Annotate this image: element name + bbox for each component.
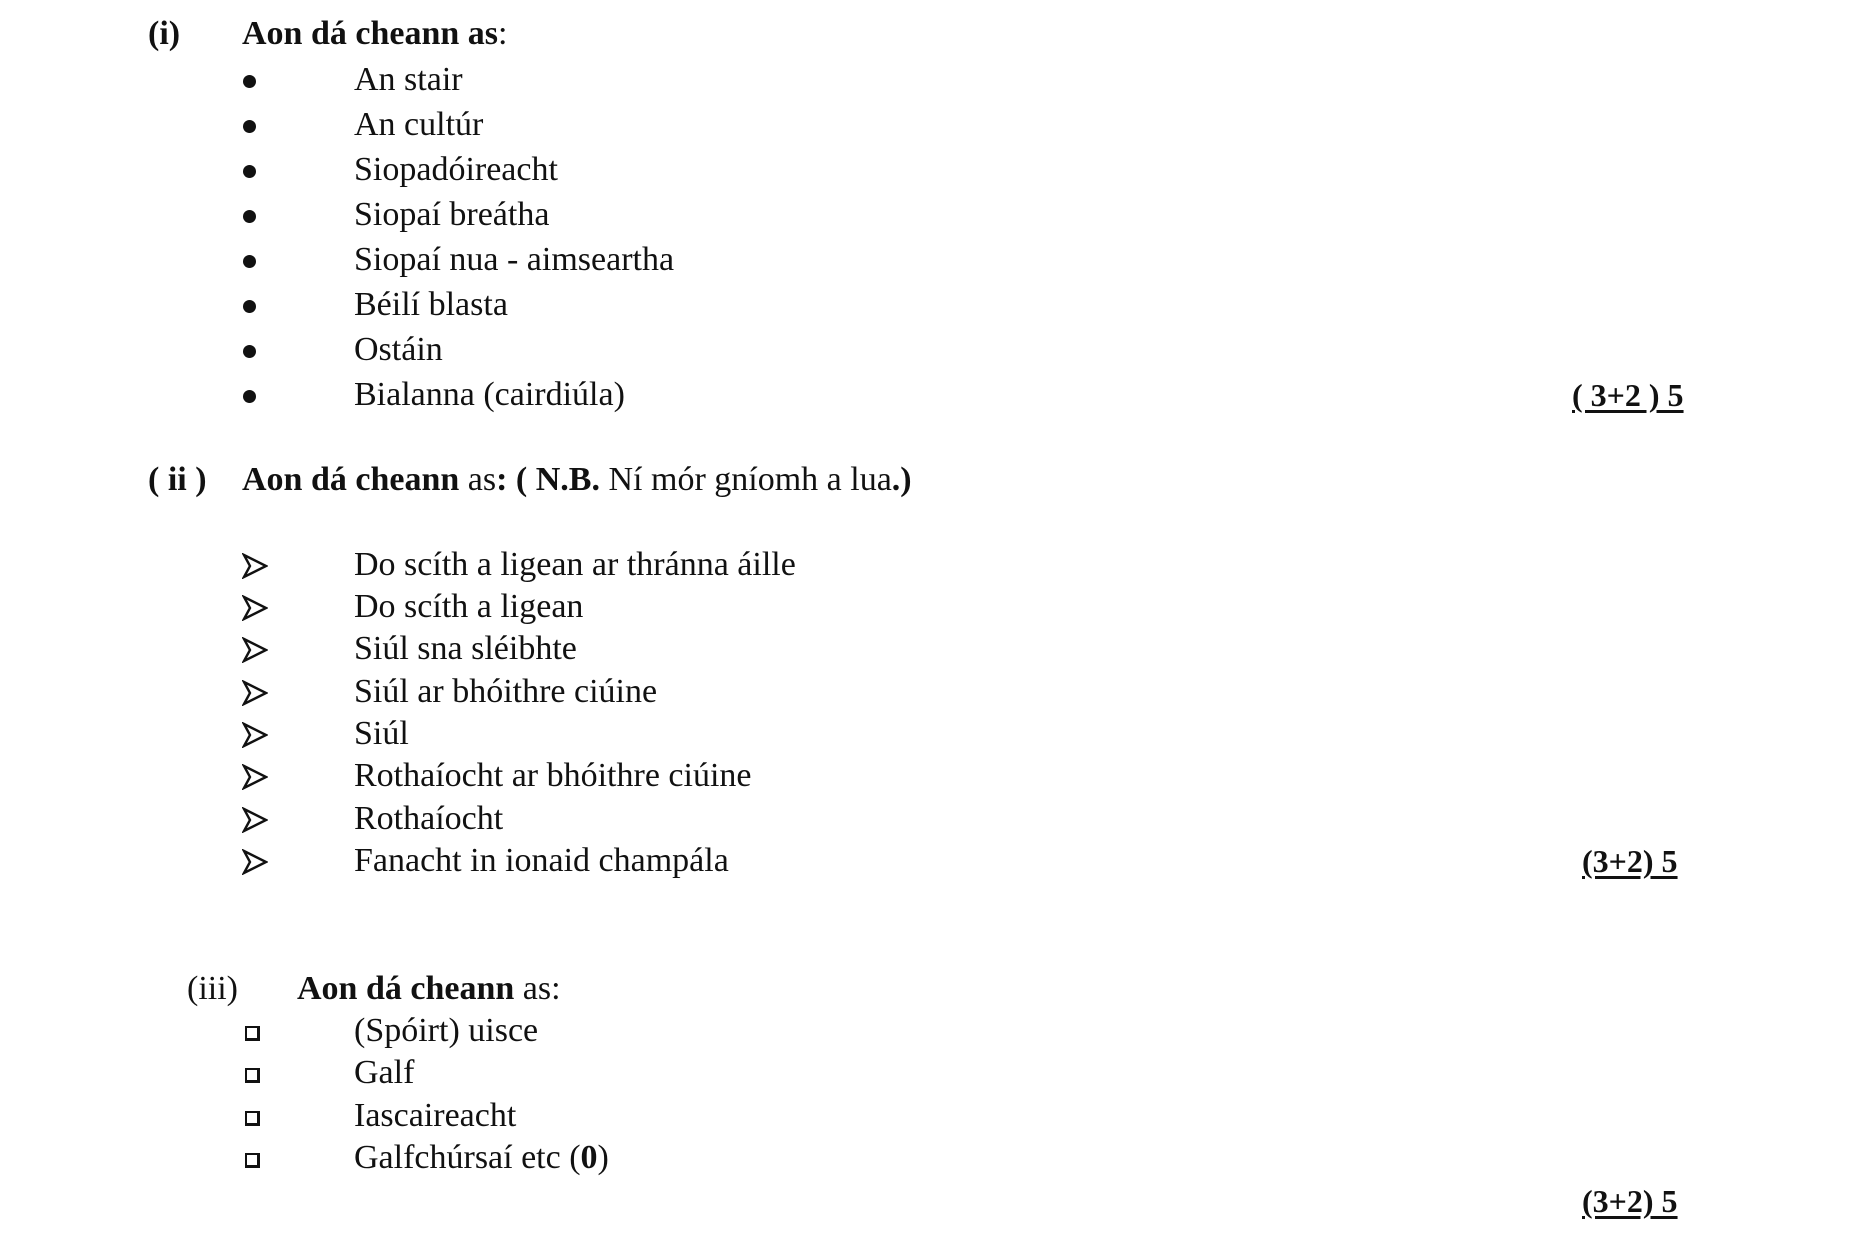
section-iii-heading-rest: as: — [514, 970, 561, 1007]
bullet-icon — [243, 210, 256, 223]
section-ii-heading-nb: : ( N.B. — [496, 461, 600, 498]
arrowhead-bullet-icon — [242, 680, 268, 706]
section-i-heading-bold: Aon dá cheann as — [242, 15, 499, 52]
section-iii-heading — [297, 969, 561, 1009]
section-i-item: Siopadóireacht — [354, 151, 558, 188]
arrowhead-bullet-icon — [242, 637, 268, 663]
section-iii-last-item-prefix: Galfchúrsaí etc ( — [354, 1139, 581, 1176]
section-ii-heading — [242, 460, 912, 500]
section-i-marks: ( 3+2 ) 5 — [1572, 377, 1684, 413]
section-i-item: An cultúr — [354, 106, 484, 143]
section-i-item: Ostáin — [354, 331, 443, 368]
section-iii-last-item-suffix: ) — [597, 1139, 609, 1176]
section-ii-heading-as: as — [459, 461, 497, 498]
arrowhead-bullet-icon — [242, 553, 268, 579]
section-i-item: Béilí blasta — [354, 286, 508, 323]
section-iii-item: Galf — [354, 1054, 415, 1091]
bullet-icon — [243, 255, 256, 268]
bullet-icon — [243, 345, 256, 358]
section-ii-item: Siúl sna sléibhte — [354, 630, 577, 667]
checkbox-bullet-icon — [245, 1153, 260, 1168]
section-i-heading — [242, 14, 507, 54]
section-ii-heading-note: Ní mór gníomh a lua — [600, 461, 892, 498]
section-ii-item: Siúl — [354, 715, 409, 752]
bullet-icon — [243, 120, 256, 133]
arrowhead-bullet-icon — [242, 849, 268, 875]
section-iii-last-item-bold: 0 — [580, 1139, 598, 1176]
section-ii-heading-close: .) — [891, 461, 912, 498]
section-ii-item: Rothaíocht — [354, 800, 504, 837]
checkbox-bullet-icon — [245, 1111, 260, 1126]
bullet-icon — [243, 75, 256, 88]
section-i-item: Siopaí breátha — [354, 196, 550, 233]
section-ii-item: Do scíth a ligean — [354, 588, 584, 625]
checkbox-bullet-icon — [245, 1068, 260, 1083]
section-iii-heading-bold: Aon dá cheann — [297, 970, 515, 1007]
section-i-item: Bialanna (cairdiúla) — [354, 376, 625, 413]
section-iii-item: Iascaireacht — [354, 1097, 517, 1134]
section-i-heading-rest: : — [498, 15, 508, 52]
section-ii-marks: (3+2) 5 — [1582, 843, 1678, 879]
arrowhead-bullet-icon — [242, 807, 268, 833]
bullet-icon — [243, 165, 256, 178]
section-iii-item: (Spóirt) uisce — [354, 1012, 539, 1049]
section-iii-label: (iii) — [187, 970, 238, 1007]
checkbox-bullet-icon — [245, 1026, 260, 1041]
section-ii-heading-bold: Aon dá cheann — [242, 461, 460, 498]
bullet-icon — [243, 300, 256, 313]
arrowhead-bullet-icon — [242, 764, 268, 790]
section-iii-marks: (3+2) 5 — [1582, 1183, 1678, 1219]
section-iii-item-last — [354, 1138, 609, 1178]
section-ii-item: Siúl ar bhóithre ciúine — [354, 673, 658, 710]
arrowhead-bullet-icon — [242, 595, 268, 621]
section-ii-label: ( ii ) — [148, 461, 207, 498]
section-i-label: (i) — [148, 15, 181, 52]
bullet-icon — [243, 390, 256, 403]
section-ii-item: Do scíth a ligean ar thránna áille — [354, 546, 796, 583]
arrowhead-bullet-icon — [242, 722, 268, 748]
section-i-item: An stair — [354, 61, 463, 98]
section-ii-item: Fanacht in ionaid champála — [354, 842, 729, 879]
section-ii-item: Rothaíocht ar bhóithre ciúine — [354, 757, 752, 794]
section-i-item: Siopaí nua - aimseartha — [354, 241, 675, 278]
